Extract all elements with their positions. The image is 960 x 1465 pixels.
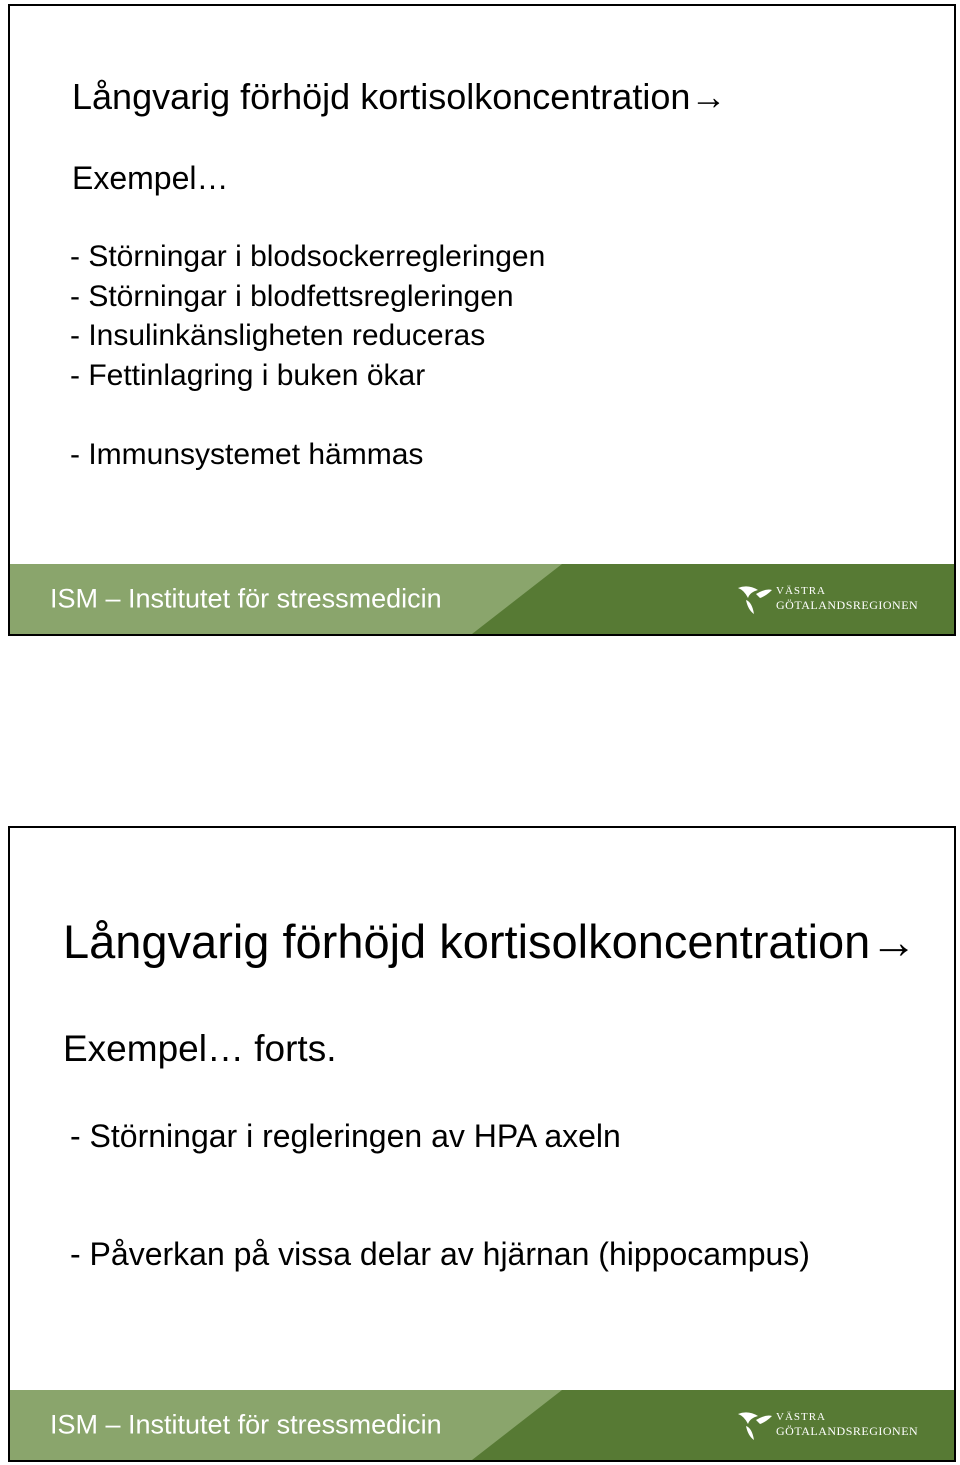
logo-line2: GÖTALANDSREGIONEN [776, 1424, 919, 1438]
vgr-logo-icon [736, 1410, 772, 1440]
slide-title: Långvarig förhöjd kortisolkoncentration→ [63, 915, 918, 968]
bullet-item: - Störningar i regleringen av HPA axeln [70, 1118, 621, 1154]
vgr-logo [736, 1410, 919, 1442]
bullet-item: - Störningar i blodsockerregleringen [70, 240, 546, 273]
logo-line1: VÄSTRA [776, 1411, 827, 1423]
slide-1 [8, 4, 956, 636]
logo-text [776, 586, 918, 611]
slide-2 [8, 826, 956, 1462]
logo-line2: GÖTALANDSREGIONEN [776, 598, 919, 612]
slide-subtitle: Exempel… [72, 160, 229, 196]
logo-line1: VÄSTRA [776, 585, 827, 597]
logo-text [776, 1412, 918, 1437]
slide-title: Långvarig förhöjd kortisolkoncentration→ [72, 76, 727, 117]
bullet-item: - Fettinlagring i buken ökar [70, 359, 426, 392]
slide-subtitle: Exempel… forts. [63, 1028, 337, 1069]
footer-text: ISM – Institutet för stressmedicin [50, 583, 442, 614]
vgr-logo [736, 584, 919, 616]
bullet-item: - Påverkan på vissa delar av hjärnan (hippocampus) [70, 1236, 810, 1272]
bullet-item: - Immunsystemet hämmas [70, 438, 424, 471]
vgr-logo-icon [736, 584, 772, 614]
footer-text: ISM – Institutet för stressmedicin [50, 1409, 442, 1440]
bullet-item: - Insulinkänsligheten reduceras [70, 319, 486, 352]
slide-footer [10, 564, 954, 634]
slide-footer [10, 1390, 954, 1460]
bullet-item: - Störningar i blodfettsregleringen [70, 280, 514, 313]
